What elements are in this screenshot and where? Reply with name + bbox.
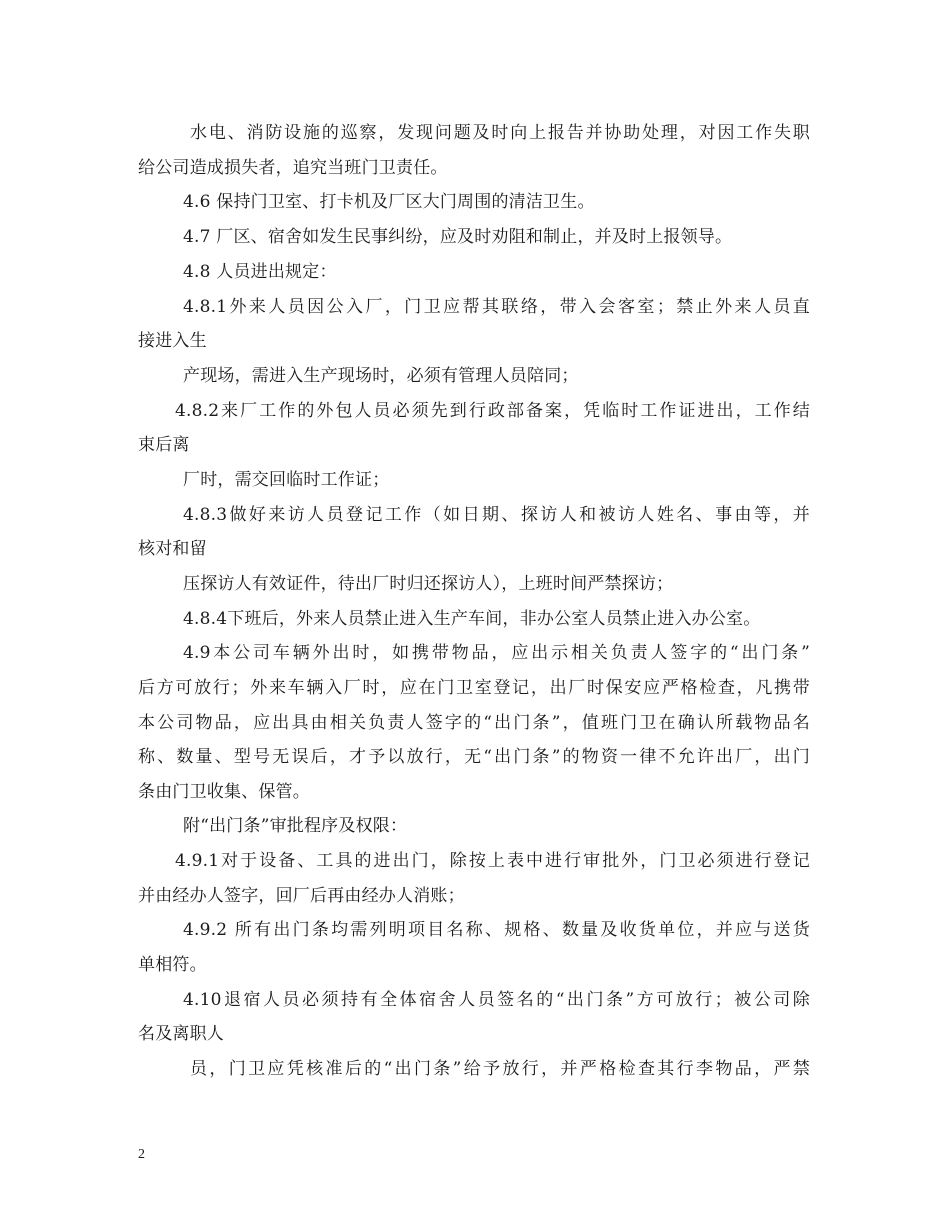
- text-line: 并由经办人签字，回厂后再由经办人消账；: [138, 886, 465, 906]
- text-line: 接进入生: [138, 331, 207, 351]
- text-line: 后方可放行；外来车辆入厂时，应在门卫室登记，出厂时保安应严格检查，凡携带: [138, 678, 810, 698]
- text-line: 条由门卫收集、保管。: [138, 782, 310, 802]
- text-line: 4.8.4下班后，外来人员禁止进入生产车间，非办公室人员禁止进入办公室。: [183, 609, 761, 629]
- page-number: 2: [138, 1147, 145, 1162]
- text-line: 员，门卫应凭核准后的“出门条”给予放行，并严格检查其行李物品，严禁: [190, 1059, 810, 1079]
- text-line: 名及离职人: [138, 1024, 224, 1044]
- text-line: 压探访人有效证件，待出厂时归还探访人），上班时间严禁探访；: [183, 574, 674, 594]
- text-line: 4.9.2 所有出门条均需列明项目名称、规格、数量及收货单位，并应与送货: [183, 920, 810, 940]
- text-line: 产现场，需进入生产现场时，必须有管理人员陪同；: [183, 366, 579, 386]
- text-line: 厂时，需交回临时工作证；: [183, 470, 390, 490]
- text-line: 本公司物品，应出具由相关负责人签字的“出门条”，值班门卫在确认所载物品名: [138, 713, 810, 733]
- text-line: 4.8.3做好来访人员登记工作（如日期、探访人和被访人姓名、事由等，并: [183, 505, 810, 525]
- text-line: 单相符。: [138, 955, 207, 975]
- text-line: 4.7 厂区、宿舍如发生民事纠纷，应及时劝阻和制止，并及时上报领导。: [183, 227, 733, 247]
- text-line: 4.9本公司车辆外出时，如携带物品，应出示相关负责人签字的“出门条”: [183, 643, 810, 663]
- text-line: 束后离: [138, 435, 190, 455]
- text-line: 称、数量、型号无误后，才予以放行，无“出门条”的物资一律不允许出厂，出门: [138, 747, 810, 767]
- text-line: 核对和留: [138, 539, 207, 559]
- text-line: 给公司造成损失者，追究当班门卫责任。: [138, 158, 448, 178]
- text-line: 4.9.1对于设备、工具的进出门，除按上表中进行审批外，门卫必须进行登记: [175, 851, 810, 871]
- text-line: 4.8.1外来人员因公入厂，门卫应帮其联络，带入会客室；禁止外来人员直: [183, 297, 810, 317]
- text-line: 4.8 人员进出规定：: [183, 262, 337, 282]
- text-line: 4.6 保持门卫室、打卡机及厂区大门周围的清洁卫生。: [183, 192, 595, 212]
- text-line: 4.8.2来厂工作的外包人员必须先到行政部备案，凭临时工作证进出，工作结: [175, 401, 810, 421]
- text-line: 附“出门条”审批程序及权限：: [183, 816, 408, 836]
- text-line: 水电、消防设施的巡察，发现问题及时向上报告并协助处理，对因工作失职: [190, 123, 810, 143]
- text-line: 4.10退宿人员必须持有全体宿舍人员签名的“出门条”方可放行；被公司除: [183, 990, 810, 1010]
